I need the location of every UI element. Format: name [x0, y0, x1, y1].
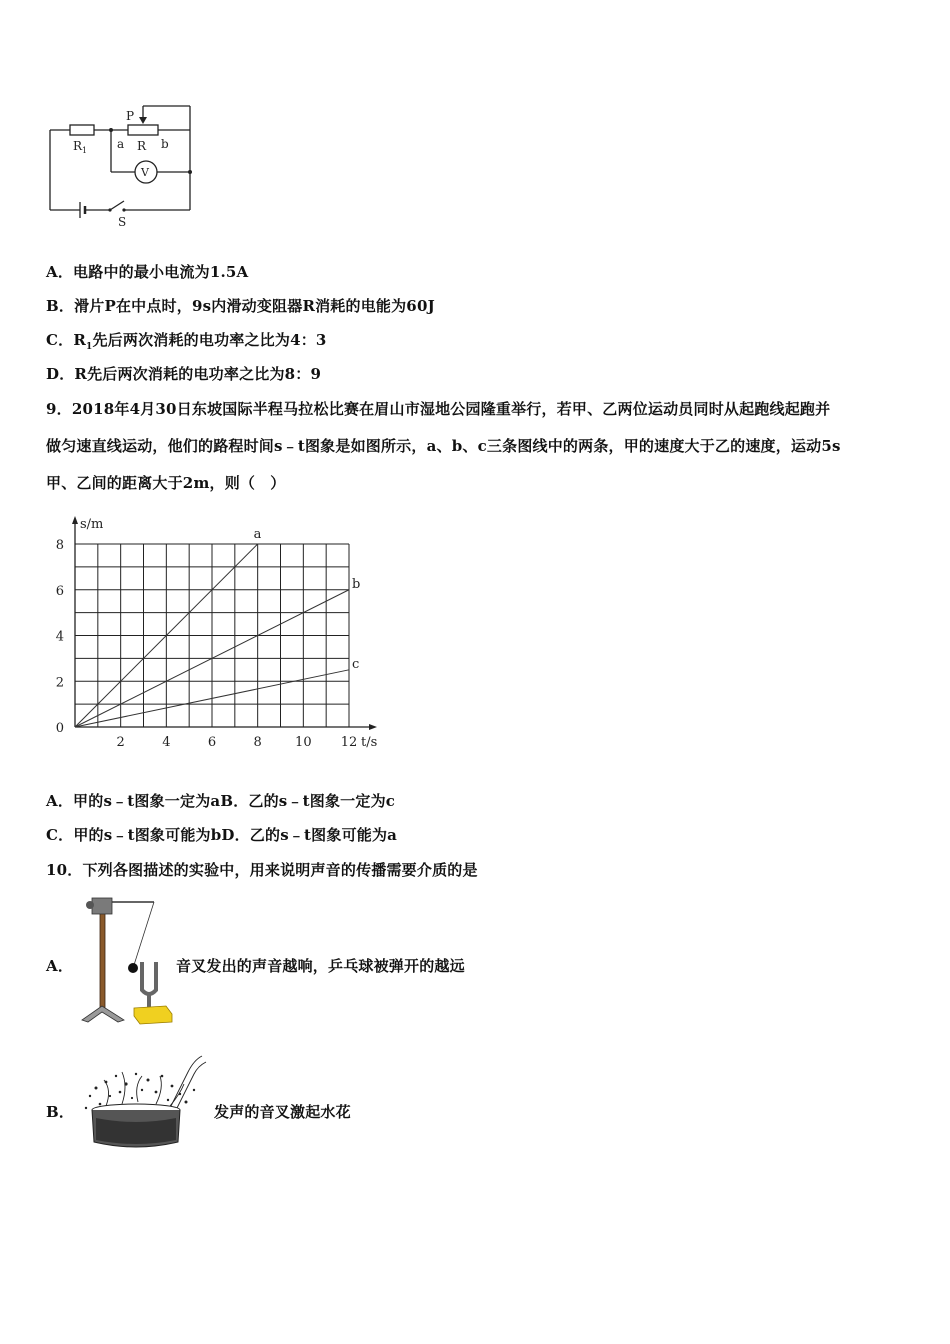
x-tick-label: 6: [207, 735, 217, 750]
tuning-fork-water-splash-illustration: [76, 1046, 214, 1154]
q9-stem-line3: 甲、乙间的距离大于2m，则（ ）: [46, 474, 286, 492]
q10-option-a-text: 音叉发出的声音越响，乒乓球被弹开的越远: [176, 957, 465, 975]
tuning-fork-pendulum-illustration: [74, 890, 174, 1025]
label-a: a: [117, 137, 125, 151]
y-tick-label: 8: [55, 538, 64, 553]
x-tick-label: 12: [340, 735, 358, 750]
label-v: V: [141, 166, 149, 179]
q9-options-line1: A．甲的s﹣t图象一定为aB．乙的s﹣t图象一定为c: [46, 792, 396, 810]
y-axis-arrow-icon: [72, 516, 78, 524]
q9-stem-line2: 做匀速直线运动，他们的路程时间s﹣t图象是如图所示，a、b、c三条图线中的两条，甲的速度大于乙的速度，运动5s: [46, 437, 841, 455]
y-tick-label: 4: [55, 629, 64, 645]
q10-option-b-text: 发声的音叉激起水花: [214, 1103, 351, 1121]
rheostat-r: [128, 125, 158, 135]
q8-option-d: D．R先后两次消耗的电功率之比为8：9: [46, 365, 322, 383]
x-axis-arrow-icon: [369, 724, 377, 730]
y-tick-label: 6: [55, 583, 64, 599]
q10-option-a-letter: A．: [46, 957, 74, 975]
chart-grid: [75, 544, 349, 727]
slider-arrow-icon: [139, 117, 147, 124]
switch-s: [110, 201, 124, 210]
q8-option-b: B．滑片P在中点时，9s内滑动变阻器R消耗的电能为60J: [46, 297, 435, 315]
q8-option-c: C．$R_1$先后两次消耗的电功率之比为4：3: [46, 331, 327, 352]
label-r1: $R_1$: [73, 139, 88, 155]
x-tick-label: 2: [116, 735, 125, 750]
y-axis-label: s/m: [80, 517, 104, 532]
y-tick-label: 2: [55, 675, 64, 691]
y-tick-label: 0: [55, 721, 64, 736]
st-chart: [44, 505, 384, 760]
chart-axes: [72, 516, 377, 730]
label-b: b: [161, 137, 169, 151]
series-label-a: a: [253, 527, 262, 542]
label-p: P: [126, 109, 135, 123]
circuit-diagram: [40, 100, 210, 230]
x-tick-label: 4: [162, 735, 171, 750]
q10-stem: 10．下列各图描述的实验中，用来说明声音的传播需要介质的是: [46, 861, 478, 879]
x-tick-label: 10: [295, 735, 312, 750]
label-s: S: [118, 215, 127, 229]
series-label-b: b: [352, 576, 361, 592]
x-tick-label: 8: [253, 735, 262, 750]
q9-stem-line1: 9．2018年4月30日东坡国际半程马拉松比赛在眉山市湿地公园隆重举行，若甲、乙两位运动员同时从起跑线起跑并: [46, 400, 831, 418]
chart-labels: [56, 517, 378, 750]
series-label-c: c: [352, 656, 360, 672]
label-r: R: [137, 139, 147, 153]
q9-options-line2: C．甲的s﹣t图象可能为bD．乙的s﹣t图象可能为a: [46, 826, 398, 844]
resistor-r1: [70, 125, 94, 135]
q8-option-a: A．电路中的最小电流为1.5A: [46, 263, 249, 281]
q10-option-b-letter: B．: [46, 1103, 75, 1121]
x-axis-label: t/s: [361, 735, 378, 750]
